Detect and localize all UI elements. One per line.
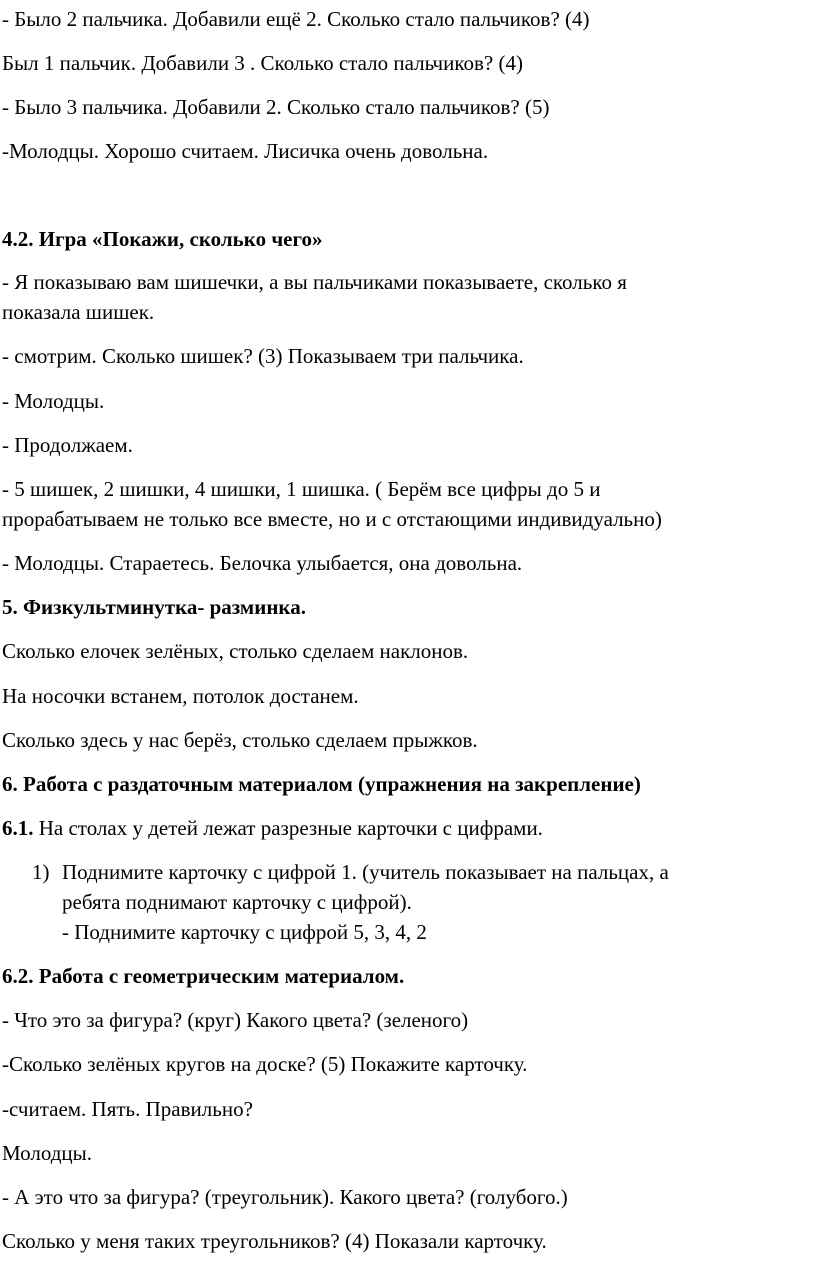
section-heading: 6. Работа с раздаточным материалом (упражнения на закрепление) [2, 772, 641, 796]
paragraph: - Что это за фигура? (круг) Какого цвета? (зеленого) [2, 1008, 469, 1032]
paragraph: показала шишек. [2, 300, 155, 324]
paragraph: - Молодцы. Стараетесь. Белочка улыбается, она довольна. [2, 551, 523, 575]
paragraph: - 5 шишек, 2 шишки, 4 шишки, 1 шишка. ( Берём все цифры до 5 и [2, 477, 601, 501]
paragraph: На носочки встанем, потолок достанем. [2, 684, 359, 708]
paragraph: - смотрим. Сколько шишек? (3) Показываем три пальчика. [2, 344, 524, 368]
section-heading: 4.2. Игра «Покажи, сколько чего» [2, 227, 323, 251]
paragraph: Был 1 пальчик. Добавили 3 . Сколько стало пальчиков? (4) [2, 51, 523, 75]
paragraph: - Продолжаем. [2, 433, 133, 457]
list-item-text: Поднимите карточку с цифрой 1. (учитель показывает на пальцах, а [62, 860, 669, 884]
paragraph: -Сколько зелёных кругов на доске? (5) Покажите карточку. [2, 1052, 528, 1076]
paragraph: -считаем. Пять. Правильно? [2, 1097, 253, 1121]
paragraph: - Я показываю вам шишечки, а вы пальчиками показываете, сколько я [2, 270, 627, 294]
paragraph: - А это что за фигура? (треугольник). Какого цвета? (голубого.) [2, 1185, 568, 1209]
subsection-text: На столах у детей лежат разрезные карточки с цифрами. [33, 816, 543, 840]
paragraph: Сколько здесь у нас берёз, столько сделаем прыжков. [2, 728, 478, 752]
section-heading: 6.2. Работа с геометрическим материалом. [2, 964, 405, 988]
subsection-number: 6.1. [2, 816, 34, 840]
paragraph: Сколько у меня таких треугольников? (4) Показали карточку. [2, 1229, 547, 1253]
section-heading: 5. Физкультминутка- разминка. [2, 595, 306, 619]
paragraph: - Молодцы. [2, 389, 105, 413]
paragraph: Молодцы. [2, 1141, 93, 1165]
paragraph: - Было 2 пальчика. Добавили ещё 2. Сколько стало пальчиков? (4) [2, 7, 590, 31]
paragraph: прорабатываем не только все вместе, но и с отстающими индивидуально) [2, 507, 662, 531]
list-item-text: - Поднимите карточку с цифрой 5, 3, 4, 2 [62, 920, 427, 944]
paragraph: -Молодцы. Хорошо считаем. Лисичка очень довольна. [2, 139, 489, 163]
list-item-number: 1) [32, 860, 50, 884]
paragraph: Сколько елочек зелёных, столько сделаем наклонов. [2, 639, 469, 663]
paragraph [2, 815, 543, 841]
paragraph: - Было 3 пальчика. Добавили 2. Сколько стало пальчиков? (5) [2, 95, 550, 119]
list-item-text: ребята поднимают карточку с цифрой). [62, 890, 412, 914]
